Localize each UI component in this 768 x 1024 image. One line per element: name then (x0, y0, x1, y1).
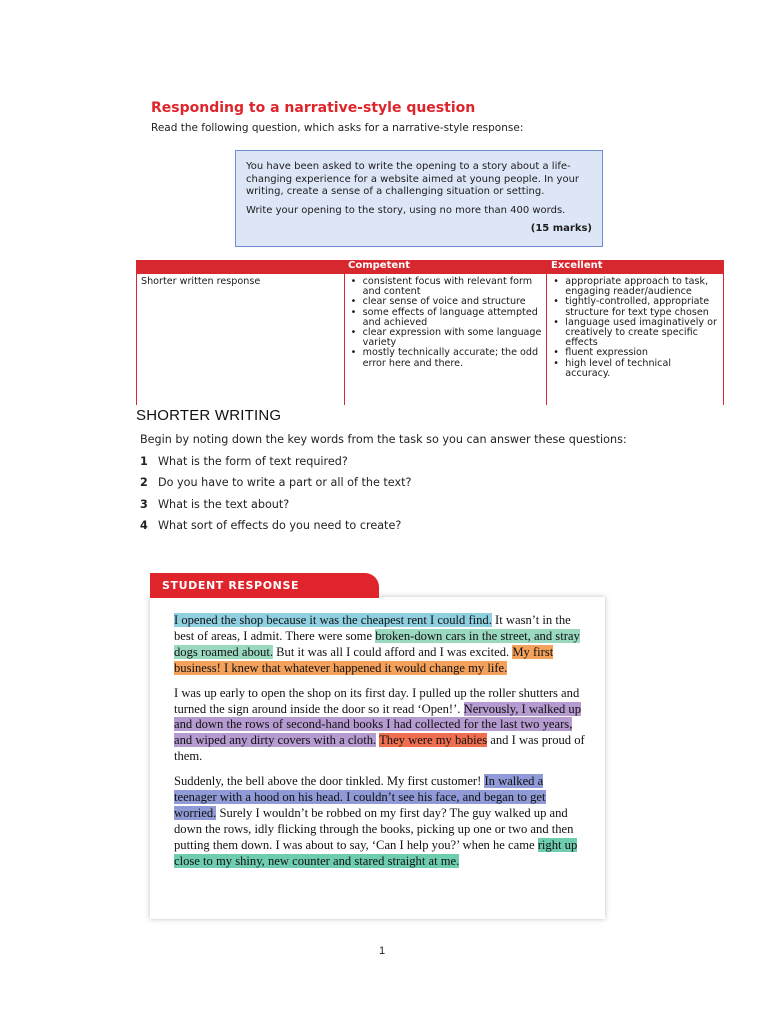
question-text: What is the form of text required? (158, 455, 348, 468)
question-number: 3 (140, 497, 148, 511)
highlighted-phrase: Nervously, I walked up and down the rows of second-hand books I had collected for the last two years, and wiped any dirty covers with a cloth. (174, 701, 581, 748)
rubric-body-row (136, 274, 724, 405)
intro-text: Read the following question, which asks for a narrative-style response: (151, 122, 524, 134)
text-segment: But it was all I could afford and I was excited. (272, 644, 513, 659)
rubric-competent-cell (345, 274, 548, 405)
question-number: 4 (140, 518, 148, 532)
response-paragraph-1 (174, 613, 586, 677)
question-item (140, 455, 411, 476)
rubric-bullet: • some effects of language attempted and achieved (363, 308, 543, 328)
text-segment: and I was proud of them. (174, 733, 585, 764)
student-response-text (174, 613, 586, 879)
rubric-header-excellent: Excellent (551, 260, 603, 271)
rubric-excellent-cell (547, 274, 724, 405)
text-segment: It wasn’t in the best of areas, I admit. There were some (174, 613, 571, 643)
rubric-bullet: • language used imaginatively or creatively to create specific effects (565, 318, 719, 349)
question-text: Do you have to write a part or all of the text? (158, 476, 412, 490)
question-list (140, 455, 411, 540)
highlighted-phrase: broken-down cars in the street, and stray dogs roamed about. (174, 628, 580, 659)
page-heading: Responding to a narrative-style question (151, 100, 476, 116)
rubric-row-label: Shorter written response (137, 274, 345, 405)
question-number: 2 (140, 476, 148, 490)
text-segment: Suddenly, the bell above the door tinkled. My first customer! (174, 774, 485, 789)
rubric-table (136, 260, 724, 405)
student-response-tab: STUDENT RESPONSE (150, 573, 379, 598)
rubric-bullet: • clear sense of voice and structure (363, 297, 543, 307)
text-segment: I was up early to open the shop on its first day. I pulled up the roller shutters and turned the sign around inside the door so it read ‘Open!’. (174, 685, 580, 716)
highlighted-phrase: They were my babies (379, 733, 488, 748)
rubric-bullet: • tightly-controlled, appropriate structure for text type chosen (565, 297, 719, 317)
question-item (140, 498, 411, 519)
rubric-bullet: • fluent expression (565, 348, 719, 358)
rubric-header-competent: Competent (348, 260, 411, 271)
rubric-header-empty (136, 260, 344, 274)
question-text: You have been asked to write the opening to a story about a life-changing experience for a website aimed at young people. In your writing, create a sense of a challenging situation or setting. (246, 161, 580, 198)
question-number: 1 (140, 455, 148, 468)
question-text: What sort of effects do you need to create? (158, 518, 402, 532)
rubric-header-row (136, 260, 724, 274)
text-segment: Surely I wouldn’t be robbed on my first day? The guy walked up and down the rows, idly flicking through the books, picking up one or two and then putting them down. I was about to say, ‘Can I help you?’ when he came (174, 805, 574, 852)
highlighted-phrase: right up close to my shiny, new counter and stared straight at me. (174, 837, 578, 868)
rubric-bullet: • consistent focus with relevant form and content (363, 277, 543, 297)
response-paragraph-2 (174, 686, 586, 766)
highlighted-phrase: I opened the shop because it was the cheapest rent I could find. (174, 613, 492, 627)
section-title: SHORTER WRITING (136, 407, 282, 424)
question-item (140, 476, 411, 497)
excellent-list (551, 277, 719, 379)
response-paragraph-3 (174, 774, 586, 869)
highlighted-phrase: My first business! I knew that whatever happened it would change my life. (174, 644, 554, 675)
question-item (140, 519, 411, 540)
rubric-bullet: • clear expression with some language variety (363, 328, 543, 348)
rubric-bullet: • mostly technically accurate; the odd error here and there. (363, 348, 543, 368)
question-box (235, 150, 603, 247)
begin-instruction: Begin by noting down the key words from the task so you can answer these questions: (140, 433, 627, 446)
rubric-bullet: • high level of technical accuracy. (565, 359, 719, 379)
question-text: What is the text about? (158, 497, 290, 511)
competent-list (349, 277, 543, 369)
marks-label: (15 marks) (530, 223, 592, 235)
rubric-bullet: • appropriate approach to task, engaging reader/audience (565, 277, 719, 297)
page-number: 1 (379, 945, 386, 957)
question-instruction: Write your opening to the story, using no more than 400 words. (246, 204, 566, 216)
highlighted-phrase: In walked a teenager with a hood on his head. I couldn’t see his face, and began to get worried. (174, 774, 546, 820)
